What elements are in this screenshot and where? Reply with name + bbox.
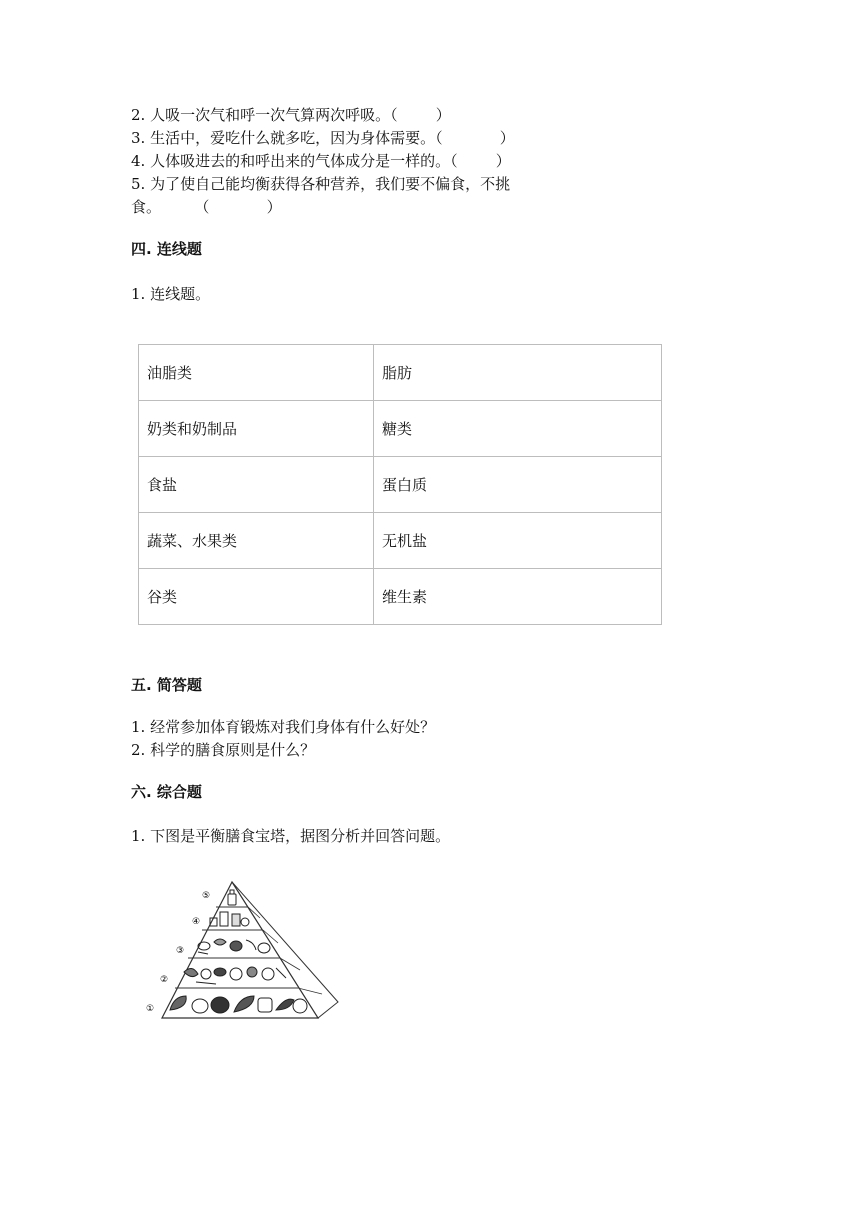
table-row	[139, 457, 662, 513]
section-heading-comprehensive: 六. 综合题	[131, 783, 202, 801]
true-false-question-2: 2. 人吸一次气和呼一次气算两次呼吸。（ ）	[131, 106, 451, 124]
section-heading-short-answer: 五. 简答题	[131, 676, 202, 694]
table-cell: 谷类	[139, 569, 374, 625]
table-row	[139, 345, 662, 401]
level-label: ①	[146, 1004, 155, 1014]
level-label: ③	[176, 946, 185, 956]
level-label: ②	[160, 975, 169, 985]
table-row	[139, 513, 662, 569]
comprehensive-question: 1. 下图是平衡膳食宝塔，据图分析并回答问题。	[131, 827, 451, 845]
matching-table	[138, 344, 662, 625]
table-cell: 维生素	[374, 569, 662, 625]
true-false-question-5-cont: 食。 （ ）	[131, 198, 282, 216]
table-cell: 脂肪	[374, 345, 662, 401]
table-row	[139, 401, 662, 457]
table-cell: 无机盐	[374, 513, 662, 569]
level-label: ⑤	[202, 891, 211, 901]
table-cell: 蔬菜、水果类	[139, 513, 374, 569]
table-cell: 糖类	[374, 401, 662, 457]
table-cell: 食盐	[139, 457, 374, 513]
food-pyramid-illustration	[140, 880, 345, 1030]
true-false-question-5: 5. 为了使自己能均衡获得各种营养，我们要不偏食，不挑	[131, 175, 511, 193]
table-cell: 油脂类	[139, 345, 374, 401]
short-answer-question-2: 2. 科学的膳食原则是什么？	[131, 741, 316, 759]
section-heading-matching: 四. 连线题	[131, 240, 202, 258]
table-row	[139, 569, 662, 625]
matching-question: 1. 连线题。	[131, 285, 211, 303]
level-label: ④	[192, 917, 201, 927]
table-cell: 奶类和奶制品	[139, 401, 374, 457]
true-false-question-3: 3. 生活中，爱吃什么就多吃，因为身体需要。（ ）	[131, 129, 515, 147]
true-false-question-4: 4. 人体吸进去的和呼出来的气体成分是一样的。（ ）	[131, 152, 511, 170]
short-answer-question-1: 1. 经常参加体育锻炼对我们身体有什么好处？	[131, 718, 436, 736]
table-cell: 蛋白质	[374, 457, 662, 513]
